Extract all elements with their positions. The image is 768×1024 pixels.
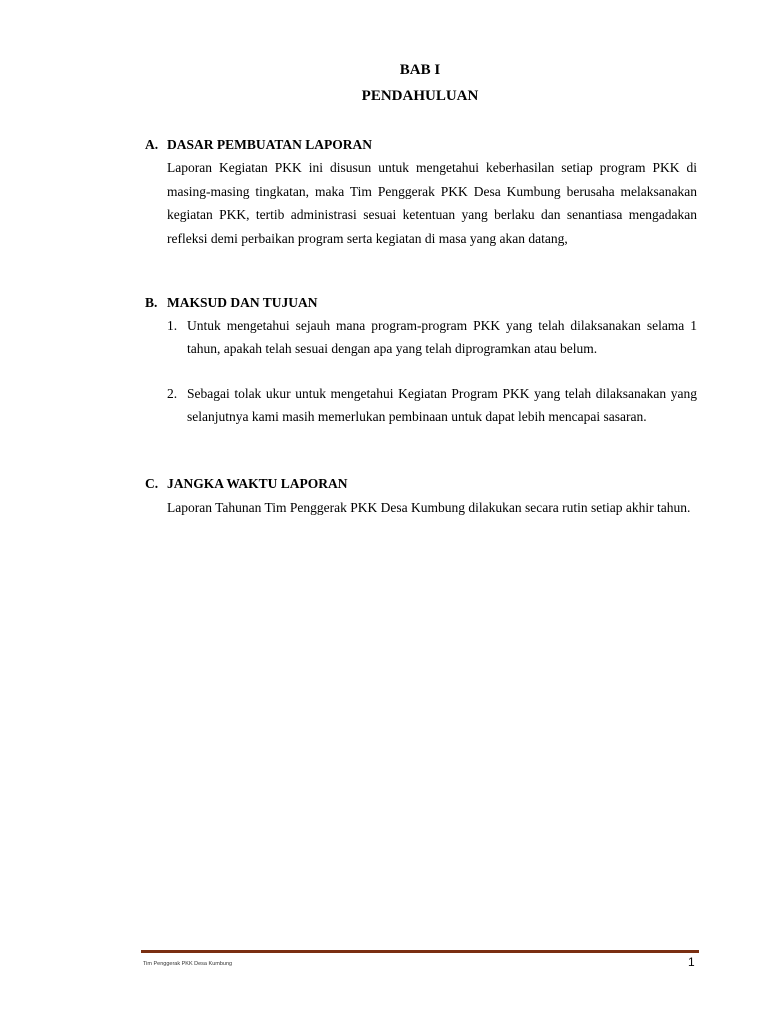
list-item-text: Untuk mengetahui sejauh mana program-program PKK yang telah dilaksanakan selama 1 tahun, apakah telah sesuai dengan apa yang telah diprogramkan atau belum. [187, 318, 697, 356]
section-b-title: MAKSUD DAN TUJUAN [167, 295, 318, 310]
page-number: 1 [688, 955, 695, 969]
section-b-heading [145, 295, 318, 311]
list-item [167, 314, 697, 360]
chapter-title: PENDAHULUAN [361, 88, 479, 104]
list-item-text: Sebagai tolak ukur untuk mengetahui Kegiatan Program PKK yang telah dilaksanakan yang selanjutnya kami masih memerlukan pembinaan untuk dapat lebih mencapai sasaran. [187, 386, 697, 424]
section-b-letter: B. [145, 295, 158, 310]
section-a-heading [145, 137, 372, 153]
section-a-letter: A. [145, 137, 159, 152]
footer-text: Tim Penggerak PKK Desa Kumbung [143, 961, 233, 967]
footer-divider [141, 950, 699, 953]
section-c-paragraph: Laporan Tahunan Tim Penggerak PKK Desa Kumbung dilakukan secara rutin setiap akhir tahun. [167, 500, 691, 515]
list-item-number: 2. [167, 386, 178, 401]
section-a-title: DASAR PEMBUATAN LAPORAN [167, 137, 372, 152]
section-c-title: JANGKA WAKTU LAPORAN [167, 476, 348, 491]
list-item [167, 382, 697, 428]
chapter-number: BAB I [399, 62, 441, 78]
section-a-paragraph: Laporan Kegiatan PKK ini disusun untuk mengetahui keberhasilan setiap program PKK di masing-masing tingkatan, maka Tim Penggerak PKK Desa Kumbung berusaha melaksanakan kegiatan PKK, tertib administrasi sesuai ketentuan yang berlaku dan senantiasa mengadakan refleksi demi perbaikan program serta kegiatan di masa yang akan datang, [167, 160, 697, 246]
list-item-number: 1. [167, 318, 178, 333]
section-c-letter: C. [145, 476, 159, 491]
section-c-heading [145, 476, 348, 492]
